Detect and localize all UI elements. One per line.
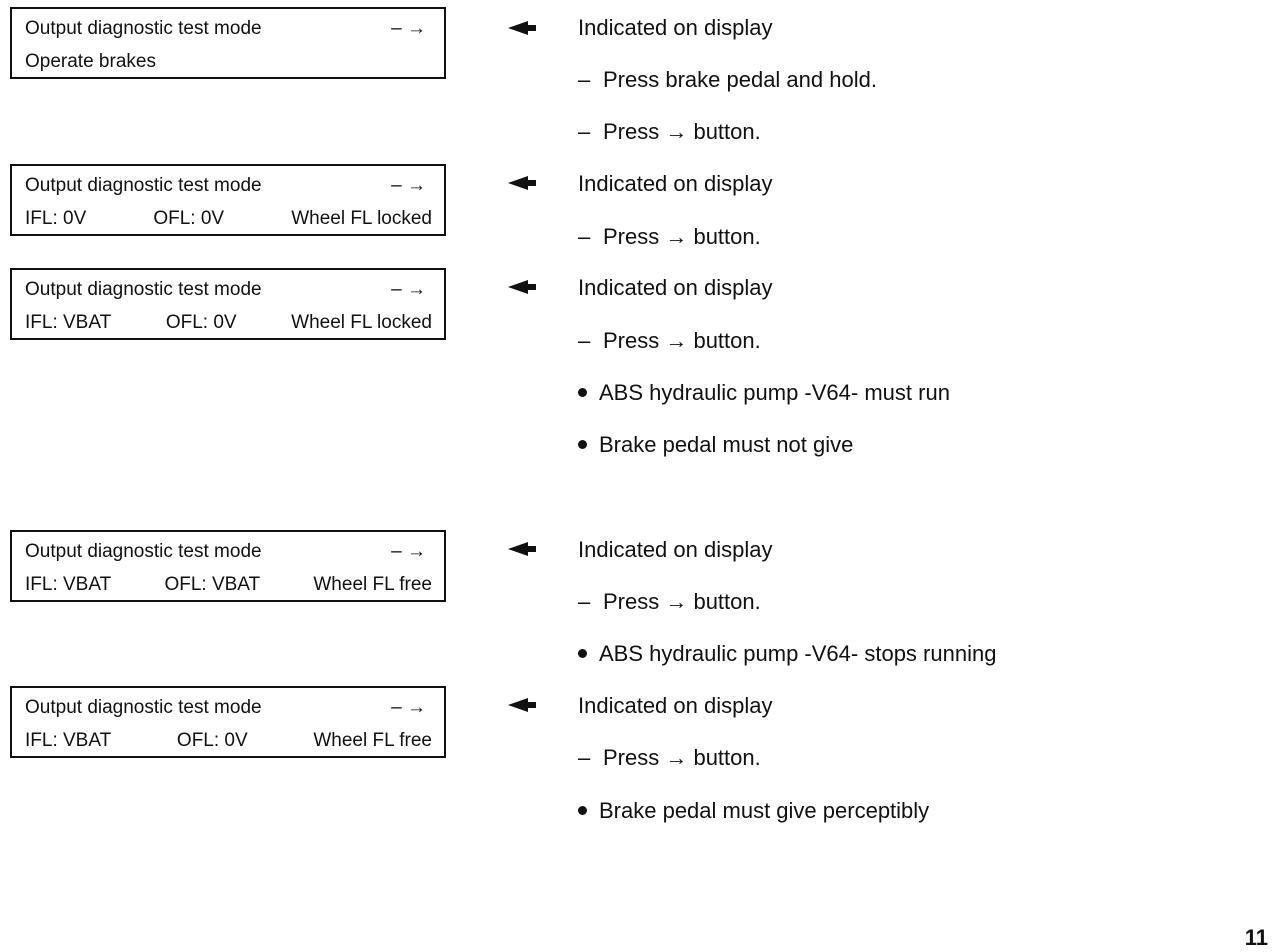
pointer-arrow-icon <box>508 279 536 295</box>
dash-marker: – <box>578 745 591 770</box>
wheel-status: Wheel FL locked <box>291 312 432 333</box>
pointer-arrow-icon <box>508 697 536 713</box>
display-line2: Operate brakes <box>25 51 156 72</box>
indicated-on-display: Indicated on display <box>578 693 773 718</box>
dash-marker: – <box>578 67 591 92</box>
ofl-value: OFL: VBAT <box>164 574 261 595</box>
bullet-icon <box>578 806 587 815</box>
display-line2 <box>25 575 432 594</box>
step-text: Press brake pedal and hold. <box>603 67 877 92</box>
check-text: ABS hydraulic pump -V64- must run <box>599 380 950 405</box>
display-box-fl-locked-0v <box>10 164 446 236</box>
display-line2 <box>25 313 432 332</box>
ifl-value: IFL: VBAT <box>25 312 112 333</box>
display-line1: Output diagnostic test mode <box>25 18 262 39</box>
step-text: Press → button. <box>603 224 761 249</box>
page-number: 11 <box>1244 925 1268 950</box>
bullet-icon <box>578 649 587 658</box>
ifl-value: IFL: 0V <box>25 208 87 229</box>
step-press-button <box>578 121 761 143</box>
display-line1: Output diagnostic test mode <box>25 541 262 562</box>
display-box-fl-locked-vbat <box>10 268 446 340</box>
wheel-status: Wheel FL locked <box>291 208 432 229</box>
check-pump-run <box>578 382 950 404</box>
check-text: ABS hydraulic pump -V64- stops running <box>599 641 997 666</box>
display-line1: Output diagnostic test mode <box>25 279 262 300</box>
step-text: Press → button. <box>603 745 761 770</box>
indicated-on-display: Indicated on display <box>578 171 773 196</box>
step-text: Press → button. <box>603 328 761 353</box>
check-pedal-not-give <box>578 434 853 456</box>
bullet-icon <box>578 440 587 449</box>
check-text: Brake pedal must give perceptibly <box>599 798 930 823</box>
ofl-value: OFL: 0V <box>165 312 237 333</box>
display-arrow: – → <box>391 175 426 196</box>
dash-marker: – <box>578 119 591 144</box>
ofl-value: OFL: 0V <box>176 730 248 751</box>
step-press-button <box>578 591 761 613</box>
display-box-fl-free-vbat <box>10 530 446 602</box>
indicated-on-display: Indicated on display <box>578 15 773 40</box>
check-pedal-give <box>578 800 929 822</box>
pointer-arrow-icon <box>508 175 536 191</box>
step-press-button <box>578 747 761 769</box>
display-box-fl-free-0v <box>10 686 446 758</box>
pointer-arrow-icon <box>508 541 536 557</box>
display-arrow: – → <box>391 18 426 39</box>
display-arrow: – → <box>391 541 426 562</box>
display-line1: Output diagnostic test mode <box>25 175 262 196</box>
indicated-on-display: Indicated on display <box>578 275 773 300</box>
display-arrow: – → <box>391 279 426 300</box>
check-text: Brake pedal must not give <box>599 432 854 457</box>
check-pump-stops <box>578 643 996 665</box>
ifl-value: IFL: VBAT <box>25 574 112 595</box>
ofl-value: OFL: 0V <box>153 208 225 229</box>
step-text: Press → button. <box>603 589 761 614</box>
dash-marker: – <box>578 328 591 353</box>
wheel-status: Wheel FL free <box>313 574 432 595</box>
display-arrow: – → <box>391 697 426 718</box>
display-box-operate-brakes <box>10 7 446 79</box>
step-text: Press → button. <box>603 119 761 144</box>
indicated-on-display: Indicated on display <box>578 537 773 562</box>
display-line2 <box>25 731 432 750</box>
ifl-value: IFL: VBAT <box>25 730 112 751</box>
bullet-icon <box>578 388 587 397</box>
wheel-status: Wheel FL free <box>313 730 432 751</box>
step-press-button <box>578 330 761 352</box>
display-line2 <box>25 209 432 228</box>
step-press-button <box>578 226 761 248</box>
pointer-arrow-icon <box>508 20 536 36</box>
step-press-brake-pedal <box>578 69 877 91</box>
dash-marker: – <box>578 589 591 614</box>
display-line1: Output diagnostic test mode <box>25 697 262 718</box>
dash-marker: – <box>578 224 591 249</box>
